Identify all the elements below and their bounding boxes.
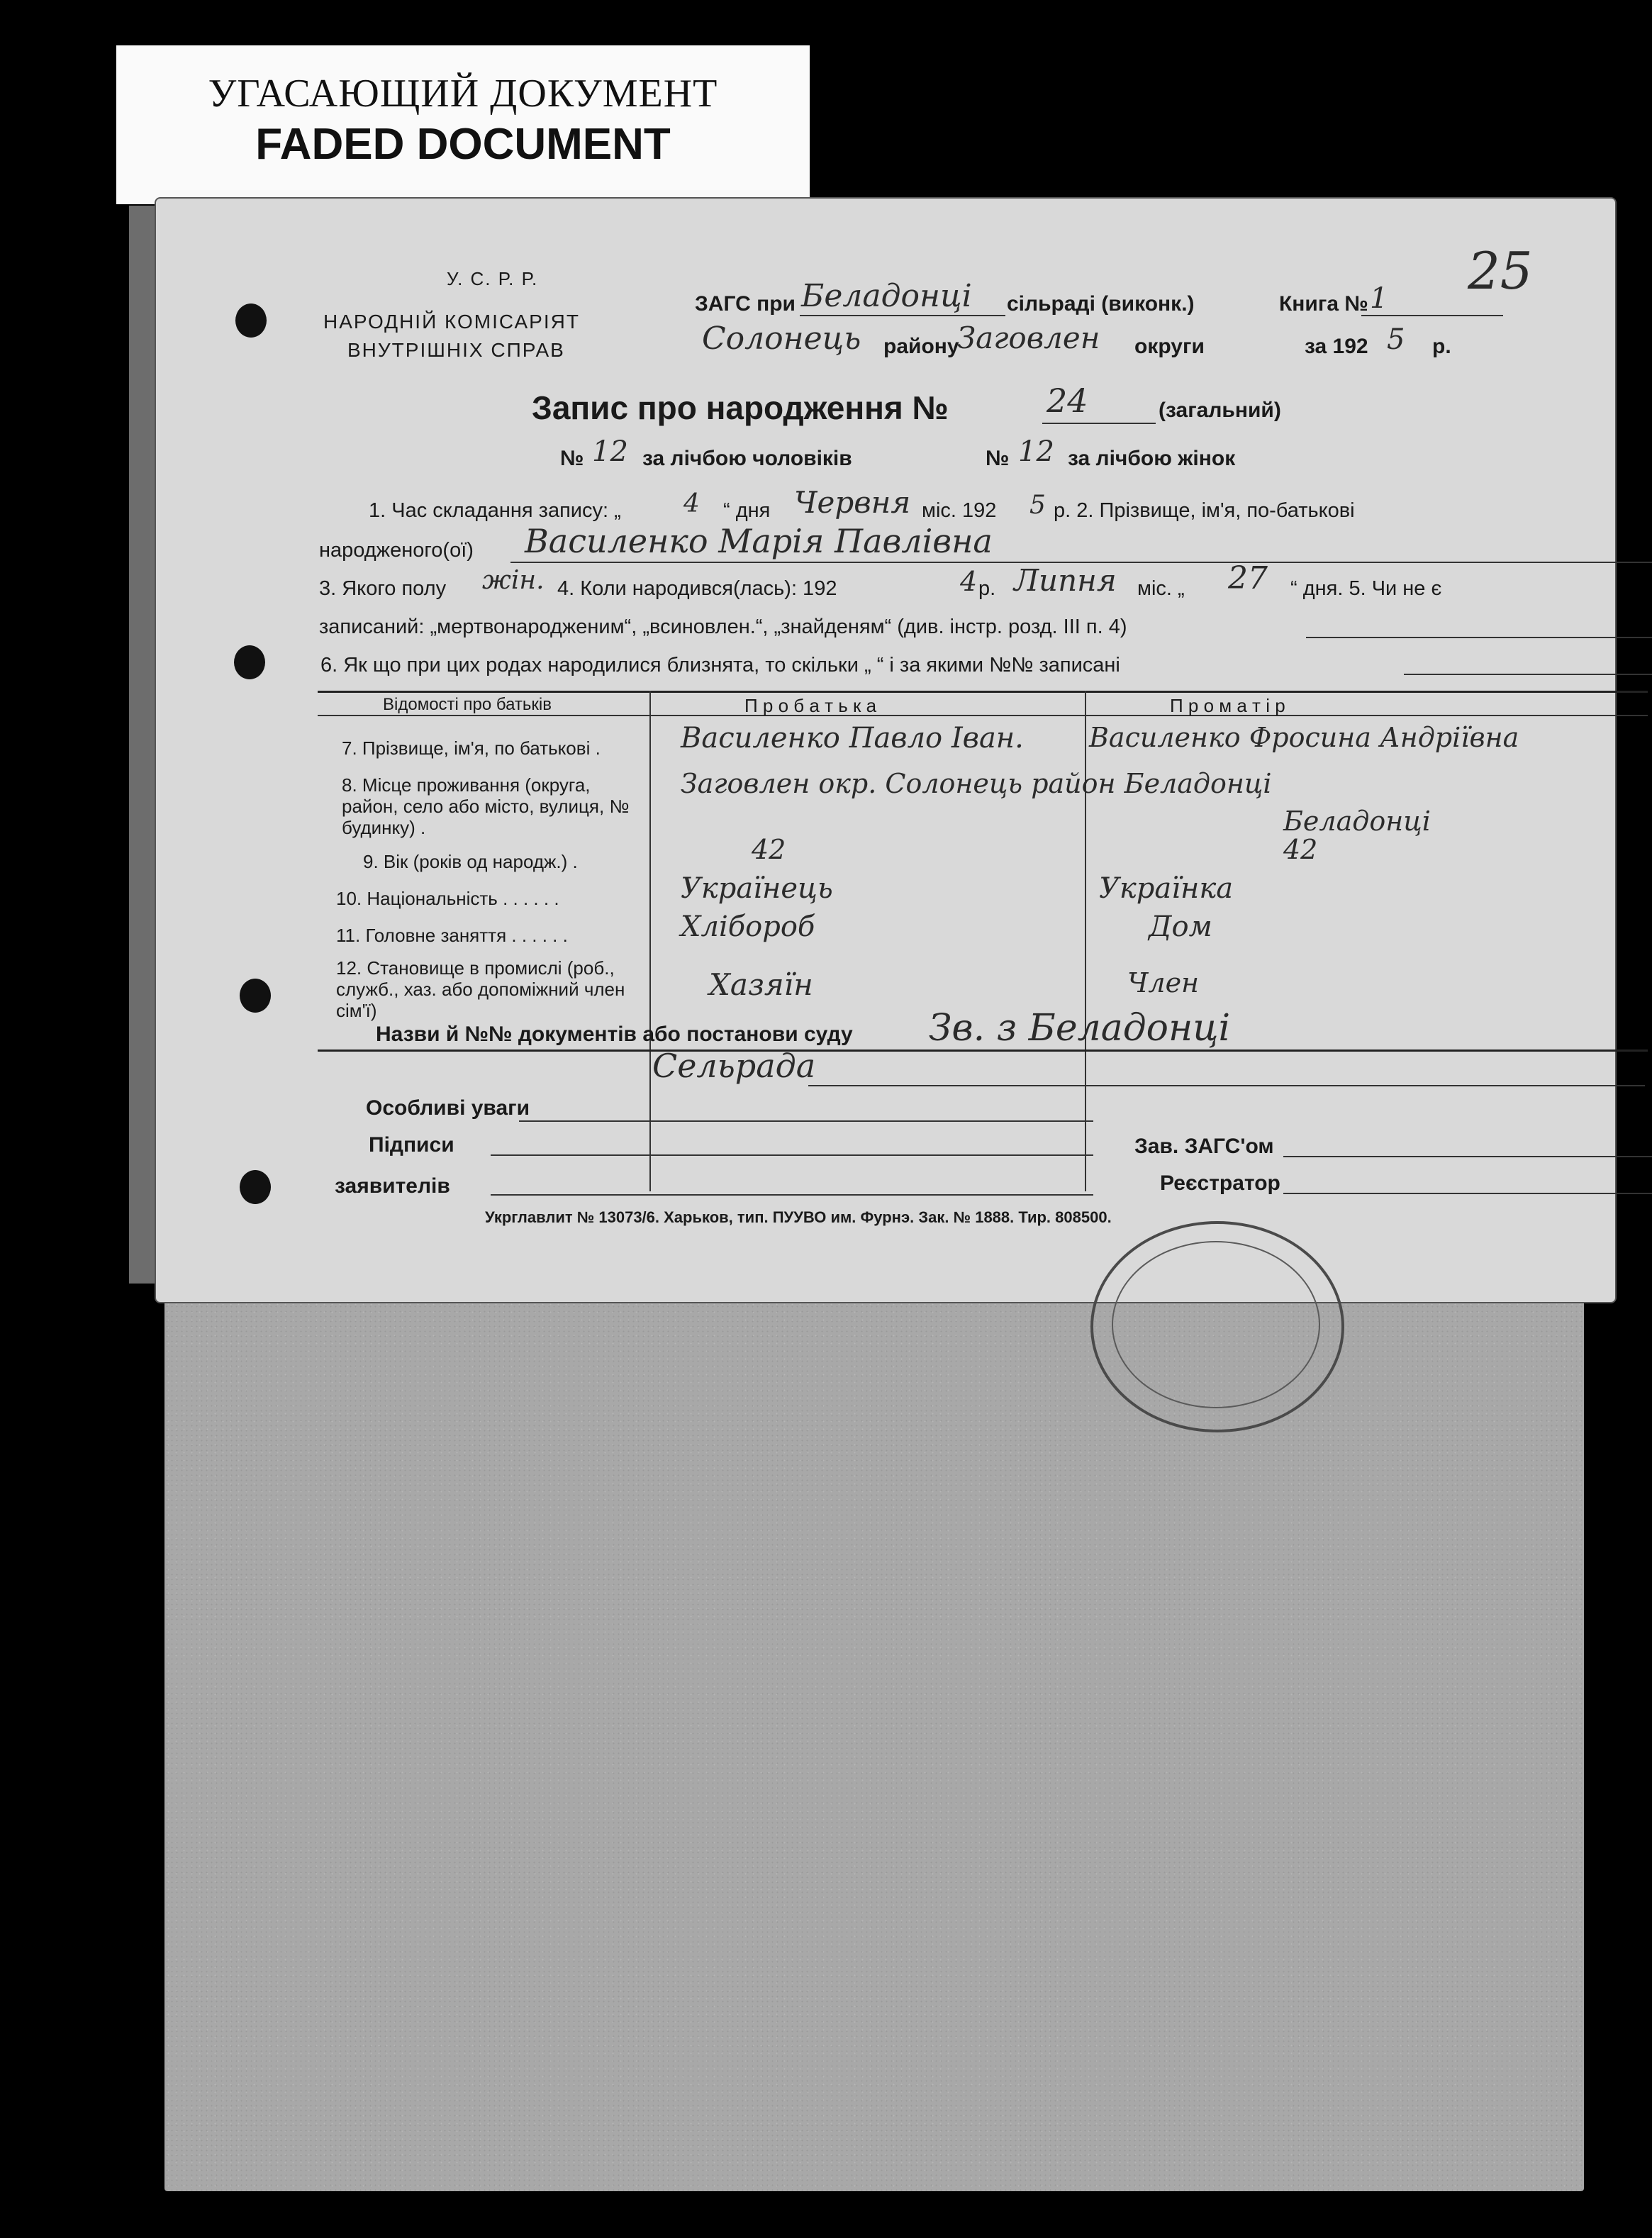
faded-document-banner <box>116 45 810 204</box>
raion-handwritten: Солонець <box>702 321 861 357</box>
line1-month: Червня <box>794 485 911 520</box>
line1-b: “ дня <box>723 499 771 522</box>
knyha-number: 1 <box>1370 282 1388 315</box>
line4: записаний: „мертвонародженим“, „всиновлен.“, „знайденям“ (див. інстр. розд. III п. 4) <box>319 616 1127 638</box>
line1-d: р. 2. Прізвище, ім'я, по-батькові <box>1054 499 1355 522</box>
men-no: № <box>560 447 584 470</box>
father-nationality: Українець <box>681 872 833 905</box>
okruhy-label: округи <box>1134 335 1205 358</box>
mother-residence: Беладонці <box>1283 806 1431 837</box>
line1-a: 1. Час складання запису: „ <box>369 499 621 522</box>
record-title-suffix: (загальний) <box>1159 399 1281 422</box>
child-sex: жін. <box>482 566 545 595</box>
child-name: Василенко Марія Павлівна <box>525 522 993 560</box>
zav-zags-label: Зав. ЗАГС'ом <box>1134 1135 1274 1158</box>
birth-year: 4 <box>960 566 978 597</box>
line5: 6. Як що при цих родах народилися близнята, то скільки „ “ і за якими №№ записані <box>320 654 1120 677</box>
women-count-label: за лічбою жінок <box>1068 447 1236 470</box>
raionu-label: району <box>883 335 959 358</box>
reestrator-label: Реєстратор <box>1160 1171 1280 1195</box>
record-number: 24 <box>1047 382 1088 420</box>
row-label-name: 7. Прізвище, ім'я, по батькові . <box>342 737 601 759</box>
record-title: Запис про народження № <box>532 389 949 426</box>
birth-record-form <box>156 199 1615 1302</box>
okruha-handwritten: Заговлен <box>957 321 1100 355</box>
row-label-status: 12. Становище в промислі (роб., служб., хаз. або допоміжний член сім'ї) <box>336 957 625 1021</box>
father-status: Хазяїн <box>709 967 813 1002</box>
line1-day: 4 <box>683 489 700 518</box>
header-ussr: У. С. Р. Р. <box>447 268 539 289</box>
docs-label: Назви й №№ документів або постанови суду <box>376 1023 853 1046</box>
osoblyvi-label: Особливі уваги <box>366 1096 530 1120</box>
birth-month: Липня <box>1014 563 1117 598</box>
table-header-mother: П р о м а т і р <box>1170 695 1285 716</box>
knyha-label: Книга № <box>1279 292 1368 316</box>
banner-en: FADED DOCUMENT <box>255 120 671 169</box>
year-handwritten: 5 <box>1387 323 1405 356</box>
pidpysy-label: Підписи <box>369 1133 454 1157</box>
zags-label: ЗАГС при <box>695 292 796 316</box>
line1-year: 5 <box>1029 491 1046 520</box>
father-occupation: Хлібороб <box>681 911 815 943</box>
line3-d: міс. „ <box>1137 577 1185 600</box>
mother-name: Василенко Фросина Андріївна <box>1089 722 1519 753</box>
docs-handwritten-2: Сельрада <box>652 1047 816 1085</box>
punch-hole <box>234 645 265 679</box>
men-number: 12 <box>592 435 628 468</box>
father-age: 42 <box>752 834 786 865</box>
line3-a: 3. Якого полу <box>319 577 447 600</box>
line3-c: р. <box>978 577 996 600</box>
row-label-nationality: 10. Національність . . . . . . <box>336 888 559 909</box>
zayaviteliv-label: заявителів <box>335 1174 450 1198</box>
father-name: Василенко Павло Іван. <box>681 722 1024 755</box>
table-header-info: Відомості про батьків <box>383 695 552 714</box>
mother-occupation: Дом <box>1149 911 1212 943</box>
line2-label: народженого(ої) <box>319 539 474 562</box>
line1-c: міс. 192 <box>922 499 997 522</box>
father-residence: Заговлен окр. Солонець район Беладонці <box>681 768 1272 799</box>
punch-hole <box>235 304 267 338</box>
header-internal: ВНУТРІШНІХ СПРАВ <box>347 339 565 361</box>
page-number: 25 <box>1468 241 1533 301</box>
cardboard-backing <box>164 1269 1584 2191</box>
line3-e: “ дня. 5. Чи не є <box>1290 577 1442 600</box>
mother-age: 42 <box>1283 834 1318 865</box>
table-header-father: П р о б а т ь к а <box>744 695 877 716</box>
punch-hole <box>240 979 271 1013</box>
row-label-residence-1: 8. Місце проживання (округа, район, село або місто, вулиця, № будинку) . <box>342 774 630 838</box>
row-label-age: 9. Вік (років од народж.) . <box>363 851 578 872</box>
binding-edge <box>129 206 157 1284</box>
mother-nationality: Українка <box>1099 872 1234 905</box>
print-imprint: Укрглавлит № 13073/6. Харьков, тип. ПУУВО им. Фурнэ. Зак. № 1888. Тир. 808500. <box>485 1208 1112 1226</box>
row-label-occupation: 11. Головне заняття . . . . . . <box>336 925 568 946</box>
r-label: р. <box>1432 335 1451 358</box>
selo-handwritten: Беладонці <box>801 278 972 314</box>
mother-status: Член <box>1127 967 1200 998</box>
women-number: 12 <box>1018 435 1054 468</box>
birth-day: 27 <box>1228 560 1268 596</box>
silradi-label: сільраді (виконк.) <box>1007 292 1195 316</box>
men-count-label: за лічбою чоловіків <box>642 447 852 470</box>
line3-b: 4. Коли народився(лась): 192 <box>557 577 837 600</box>
women-no: № <box>986 447 1010 470</box>
docs-handwritten: Зв. з Беладонці <box>929 1007 1231 1050</box>
za-rik-label: за 192 <box>1305 335 1368 358</box>
banner-ru: УГАСАЮЩИЙ ДОКУМЕНТ <box>208 72 718 116</box>
header-commissariat: НАРОДНІЙ КОМІСАРІЯТ <box>323 311 580 333</box>
punch-hole <box>240 1170 271 1204</box>
official-stamp-inner <box>1112 1241 1320 1408</box>
